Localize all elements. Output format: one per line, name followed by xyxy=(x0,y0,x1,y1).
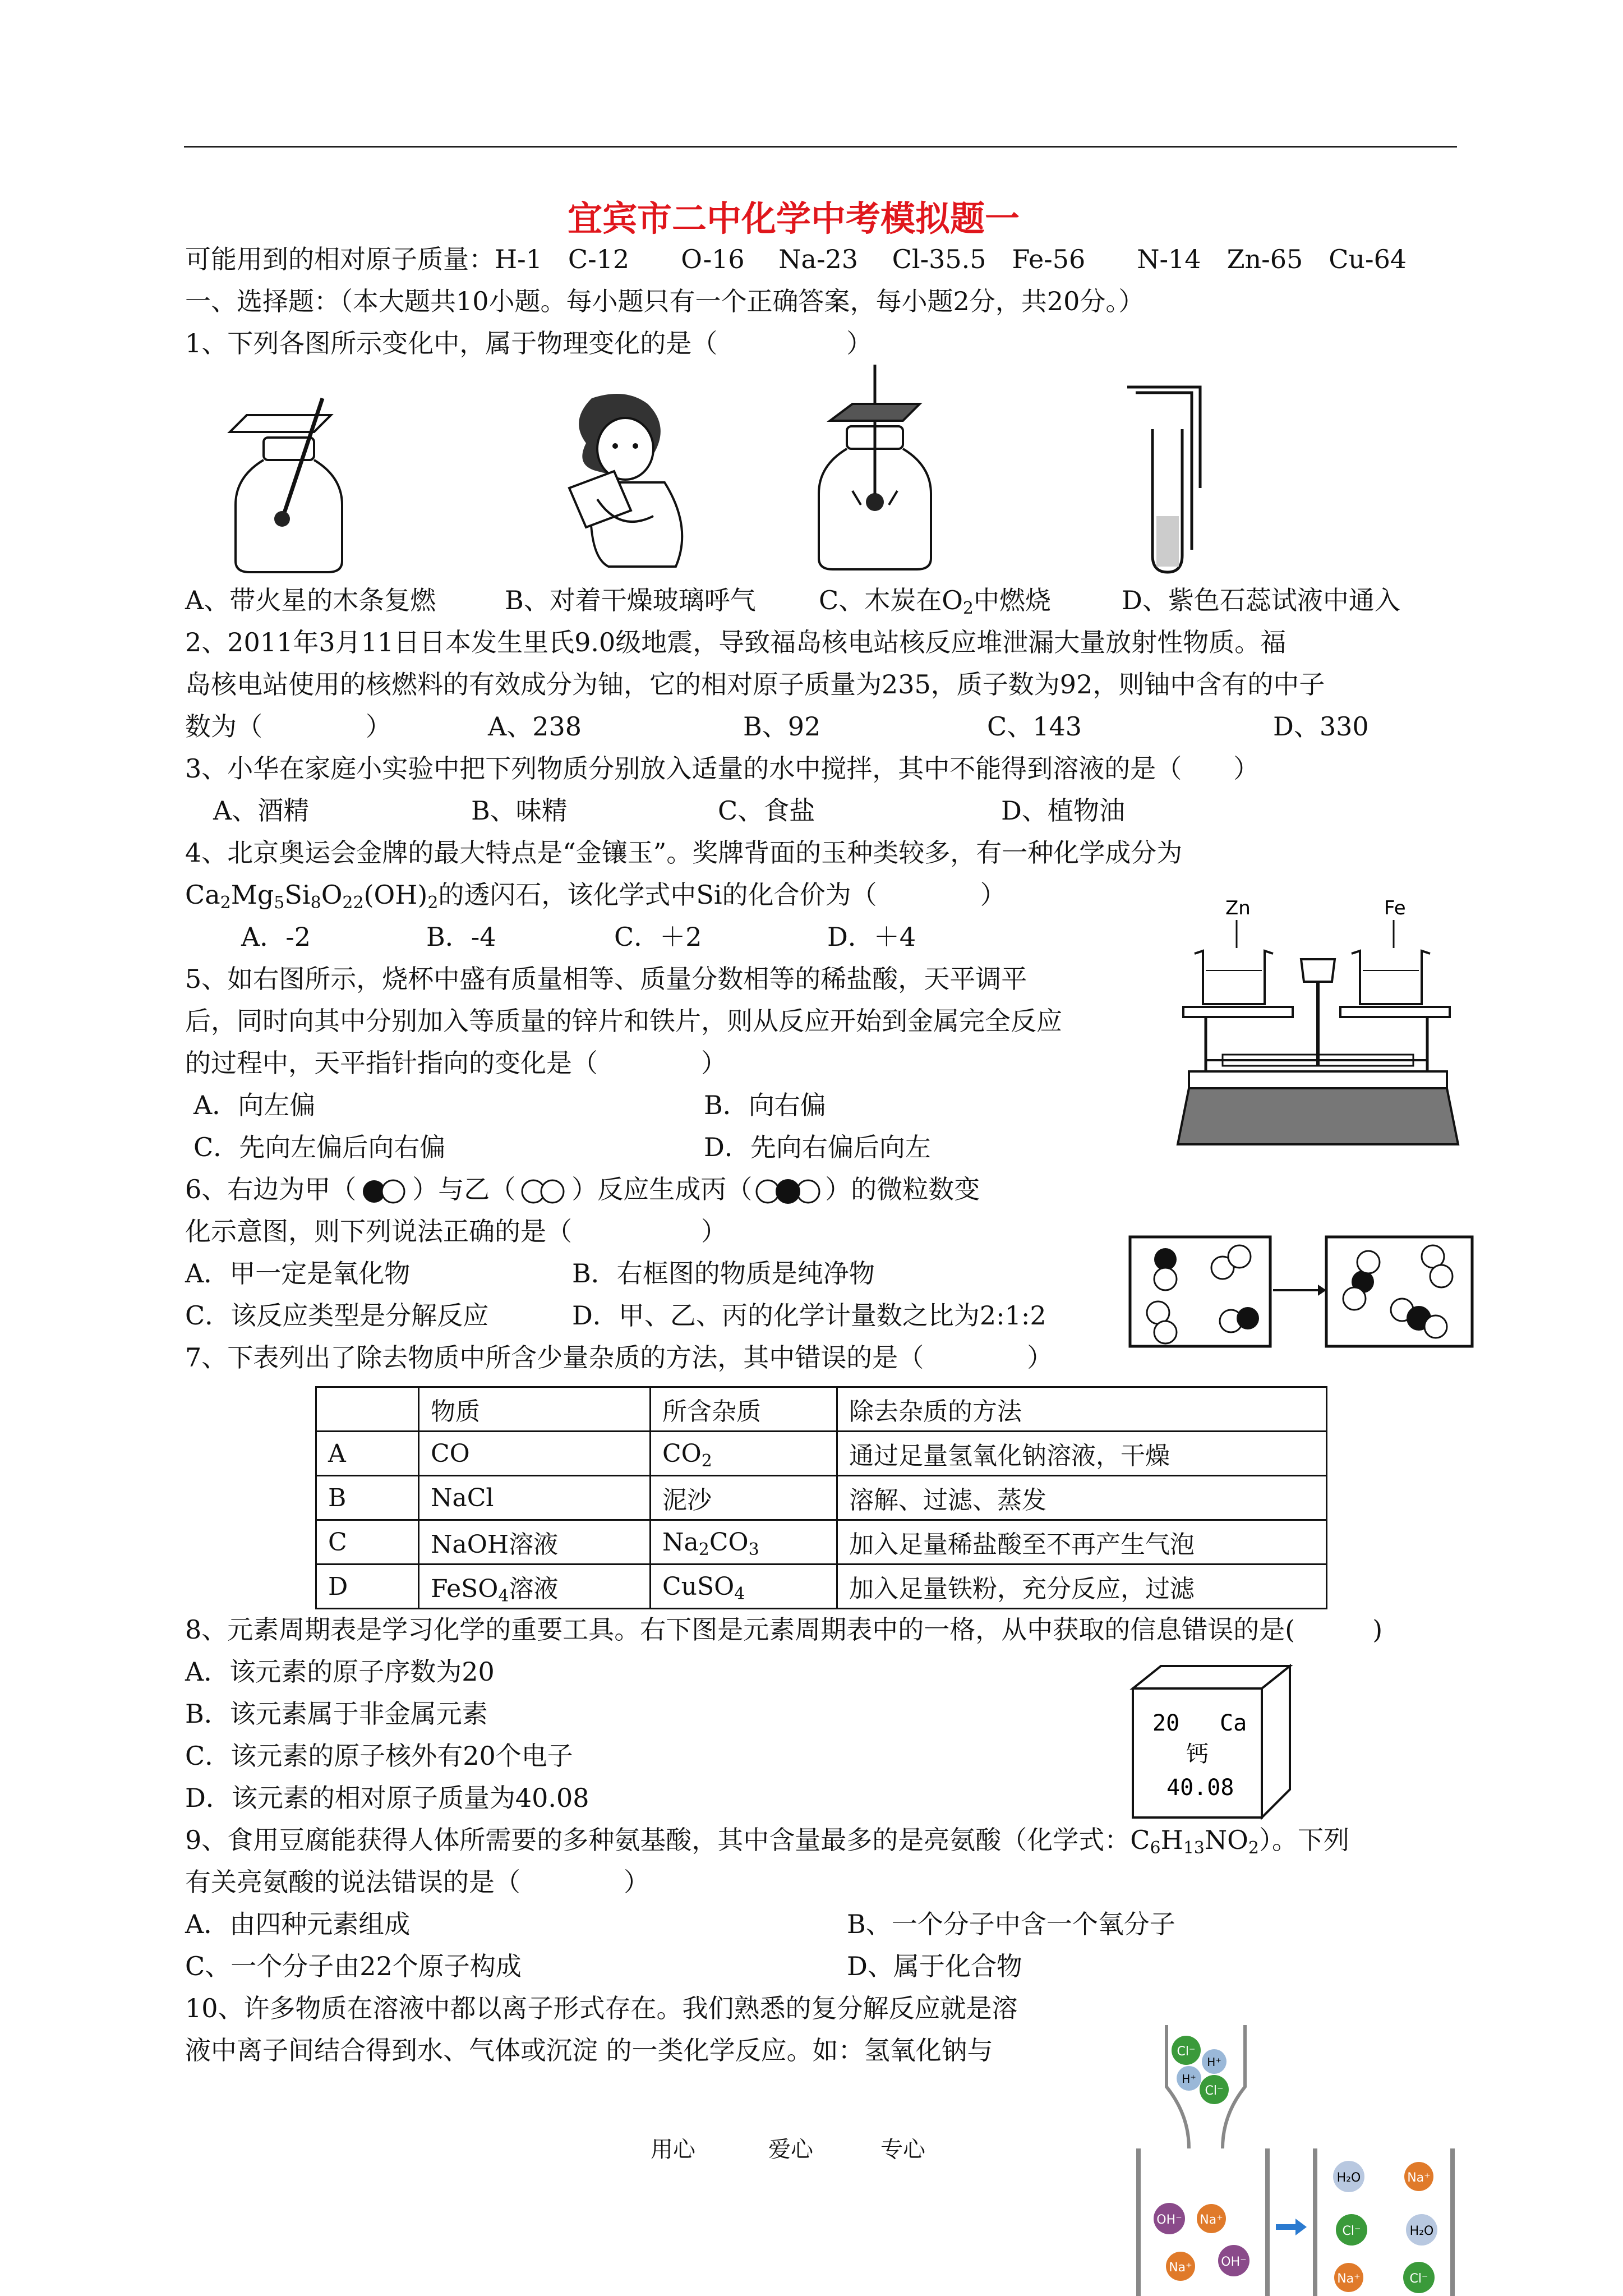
ion-label-na-4: Na⁺ xyxy=(1337,2272,1361,2286)
q3-option-c: C、食盐 xyxy=(718,795,815,826)
q2-line1: 2、2011年3月11日日本发生里氏9.0级地震，导致福岛核电站核反应堆泄漏大量放射性物质。福 xyxy=(185,627,1287,657)
q6-option-c: C．该反应类型是分解反应 xyxy=(185,1300,489,1331)
q6-option-b: B．右框图的物质是纯净物 xyxy=(572,1258,875,1289)
q9-option-c: C、一个分子由22个原子构成 xyxy=(185,1951,522,1981)
table-row xyxy=(316,1476,1327,1520)
table-cell: 加入足量铁粉，充分反应，过滤 xyxy=(837,1565,1327,1609)
q2-option-a: A、238 xyxy=(488,711,582,742)
q2-line3: 数为（ ） xyxy=(185,711,391,742)
footer-text-2: 爱心 xyxy=(768,2137,813,2162)
table-cell: $Na_2CO_3$ xyxy=(651,1520,837,1565)
table-cell: D xyxy=(316,1565,419,1609)
ion-label-cl-4: Cl⁻ xyxy=(1409,2272,1428,2286)
ion-label-cl-2: Cl⁻ xyxy=(1205,2084,1224,2098)
q1-option-b: B、对着干燥玻璃呼气 xyxy=(505,585,756,615)
q2-option-b: B、92 xyxy=(743,711,821,742)
ion-label-cl-3: Cl⁻ xyxy=(1342,2224,1361,2238)
ion-label-oh-2: OH⁻ xyxy=(1221,2255,1247,2269)
q9-line1: 9、食用豆腐能获得人体所需要的多种氨基酸，其中含量最多的是亮氨酸（化学式：$C_6H_{13}NO_2$）。下列 xyxy=(185,1825,1349,1858)
table-cell: FeSO$_4$溶液 xyxy=(419,1565,651,1609)
q2-line2: 岛核电站使用的核燃料的有效成分为铀，它的相对原子质量为235，质子数为92，则铀中含有的中子 xyxy=(185,669,1325,700)
q3-option-d: D、植物油 xyxy=(1001,795,1125,826)
ion-label-na: Na⁺ xyxy=(1200,2213,1223,2227)
ion-label-na-3: Na⁺ xyxy=(1407,2171,1431,2185)
q6-option-d: D．甲、乙、丙的化学计量数之比为2:1:2 xyxy=(572,1300,1046,1331)
table-cell: $CO_2$ xyxy=(651,1432,837,1476)
table-header-cell xyxy=(316,1387,419,1432)
ion-reaction-figure xyxy=(1127,2019,1464,2296)
reaction-diagram xyxy=(1127,1228,1475,1352)
footer-text-1: 用心 xyxy=(651,2137,695,2162)
q8-option-c: C．该元素的原子核外有20个电子 xyxy=(185,1741,573,1771)
element-symbol: Ca xyxy=(1220,1710,1247,1736)
zn-label: Zn xyxy=(1225,898,1251,919)
table-row xyxy=(316,1520,1327,1565)
table-cell: CO xyxy=(419,1432,651,1476)
q9-option-a: A．由四种元素组成 xyxy=(185,1909,411,1939)
q7-stem: 7、下表列出了除去物质中所含少量杂质的方法，其中错误的是（ ） xyxy=(185,1342,1053,1373)
table-cell: 泥沙 xyxy=(651,1476,837,1520)
q10-line2: 液中离子间结合得到水、气体或沉淀 的一类化学反应。如：氢氧化钠与 xyxy=(185,2035,993,2065)
q5-option-c: C．先向左偏后向右偏 xyxy=(193,1132,446,1162)
q4-line1: 4、北京奥运会金牌的最大特点是“金镶玉”。奖牌背面的玉种类较多，有一种化学成分为 xyxy=(185,838,1183,868)
test-tube-figure xyxy=(1116,376,1217,578)
q1-option-a: A、带火星的木条复燃 xyxy=(185,585,436,615)
q4-option-b: B．-4 xyxy=(426,922,496,952)
q2-option-c: C、143 xyxy=(987,711,1082,742)
q3-option-b: B、味精 xyxy=(471,795,568,826)
molecule-jia-icon xyxy=(356,1177,412,1205)
table-cell: NaCl xyxy=(419,1476,651,1520)
q3-stem: 3、小华在家庭小实验中把下列物质分别放入适量的水中搅拌，其中不能得到溶液的是（ ） xyxy=(185,753,1260,784)
q8-option-b: B．该元素属于非金属元素 xyxy=(185,1699,488,1729)
q6-line1: 6、右边为甲（ ）与乙（ ）反应生成丙（ ）的微粒数变 xyxy=(185,1174,980,1204)
table-row xyxy=(316,1432,1327,1476)
q9-line2: 有关亮氨酸的说法错误的是（ ） xyxy=(185,1867,649,1897)
girl-breathing-figure xyxy=(552,387,709,572)
q4-line2: $Ca_2Mg_5Si_8O_{22}(OH)_2$的透闪石，该化学式中Si的化合价为（ ） xyxy=(185,880,1006,913)
q4-option-a: A．-2 xyxy=(241,922,311,952)
page-title: 宜宾市二中化学中考模拟题一 xyxy=(568,198,1020,239)
table-cell: 溶解、过滤、蒸发 xyxy=(837,1476,1327,1520)
q6-option-a: A．甲一定是氧化物 xyxy=(185,1258,411,1289)
table-header-row xyxy=(316,1387,1327,1432)
q5-line1: 5、如右图所示，烧杯中盛有质量相等、质量分数相等的稀盐酸，天平调平 xyxy=(185,964,1027,994)
table-header-cell: 所含杂质 xyxy=(651,1387,837,1432)
q8-stem: 8、元素周期表是学习化学的重要工具。右下图是元素周期表中的一格，从中获取的信息错误的是( ) xyxy=(185,1614,1383,1645)
molecule-yi-icon xyxy=(515,1177,571,1205)
q10-line1: 10、许多物质在溶液中都以离子形式存在。我们熟悉的复分解反应就是溶 xyxy=(185,1993,1018,2023)
q5-option-a: A．向左偏 xyxy=(193,1090,316,1120)
table-cell: B xyxy=(316,1476,419,1520)
q5-option-b: B．向右偏 xyxy=(704,1090,826,1120)
q1-stem: 1、下列各图所示变化中，属于物理变化的是（ ） xyxy=(185,328,873,358)
table-header-cell: 除去杂质的方法 xyxy=(837,1387,1327,1432)
q6-line2: 化示意图，则下列说法正确的是（ ） xyxy=(185,1216,727,1246)
element-number: 20 xyxy=(1152,1710,1180,1736)
ion-label-h2o: H₂O xyxy=(1336,2171,1361,2185)
table-cell: 通过足量氢氧化钠溶液，干燥 xyxy=(837,1432,1327,1476)
q2-option-d: D、330 xyxy=(1273,711,1369,742)
q4-option-c: C．＋2 xyxy=(614,922,702,952)
ion-label-oh: OH⁻ xyxy=(1156,2213,1182,2227)
header-rule xyxy=(184,146,1457,148)
jar-charcoal-figure xyxy=(808,365,937,578)
q5-line3: 的过程中，天平指针指向的变化是（ ） xyxy=(185,1048,727,1078)
ion-label-cl: Cl⁻ xyxy=(1177,2045,1196,2059)
q5-option-d: D．先向右偏后向左 xyxy=(704,1132,931,1162)
fe-label: Fe xyxy=(1384,898,1406,919)
table-cell: A xyxy=(316,1432,419,1476)
q5-line2: 后，同时向其中分别加入等质量的锌片和铁片，则从反应开始到金属完全反应 xyxy=(185,1006,1062,1036)
table-cell: NaOH溶液 xyxy=(419,1520,651,1565)
ion-label-h-2: H⁺ xyxy=(1182,2072,1196,2086)
atomic-masses: 可能用到的相对原子质量：H-1 C-12 O-16 Na-23 Cl-35.5 Fe-56 N-14 Zn-65 Cu-64 xyxy=(185,244,1407,274)
q8-option-d: D．该元素的相对原子质量为40.08 xyxy=(185,1783,589,1813)
table-cell: 加入足量稀盐酸至不再产生气泡 xyxy=(837,1520,1327,1565)
q1-option-c: C、木炭在$O_2$中燃烧 xyxy=(819,585,1052,618)
q4-option-d: D．＋4 xyxy=(827,922,916,952)
table-cell: C xyxy=(316,1520,419,1565)
q9-option-d: D、属于化合物 xyxy=(847,1951,1022,1981)
impurity-table xyxy=(315,1386,1327,1609)
ion-label-na-2: Na⁺ xyxy=(1169,2261,1192,2275)
element-cell-figure xyxy=(1127,1660,1295,1829)
table-header-cell: 物质 xyxy=(419,1387,651,1432)
balance-figure xyxy=(1172,898,1464,1161)
table-row xyxy=(316,1565,1327,1609)
q1-option-d: D、紫色石蕊试液中通入 xyxy=(1122,585,1400,615)
footer-text-3: 专心 xyxy=(880,2137,925,2162)
ion-label-h: H⁺ xyxy=(1207,2055,1221,2069)
q3-option-a: A、酒精 xyxy=(213,795,310,826)
q9-option-b: B、一个分子中含一个氧分子 xyxy=(847,1909,1175,1939)
element-name: 钙 xyxy=(1186,1741,1209,1767)
q8-option-a: A．该元素的原子序数为20 xyxy=(185,1657,495,1687)
section-heading: 一、选择题：（本大题共10小题。每小题只有一个正确答案，每小题2分，共20分。） xyxy=(185,286,1145,316)
jar-splint-figure xyxy=(224,393,376,583)
molecule-bing-icon xyxy=(752,1177,825,1205)
table-cell: CuSO$_4$ xyxy=(651,1565,837,1609)
ion-label-h2o-2: H₂O xyxy=(1409,2224,1434,2238)
element-mass: 40.08 xyxy=(1166,1775,1234,1801)
